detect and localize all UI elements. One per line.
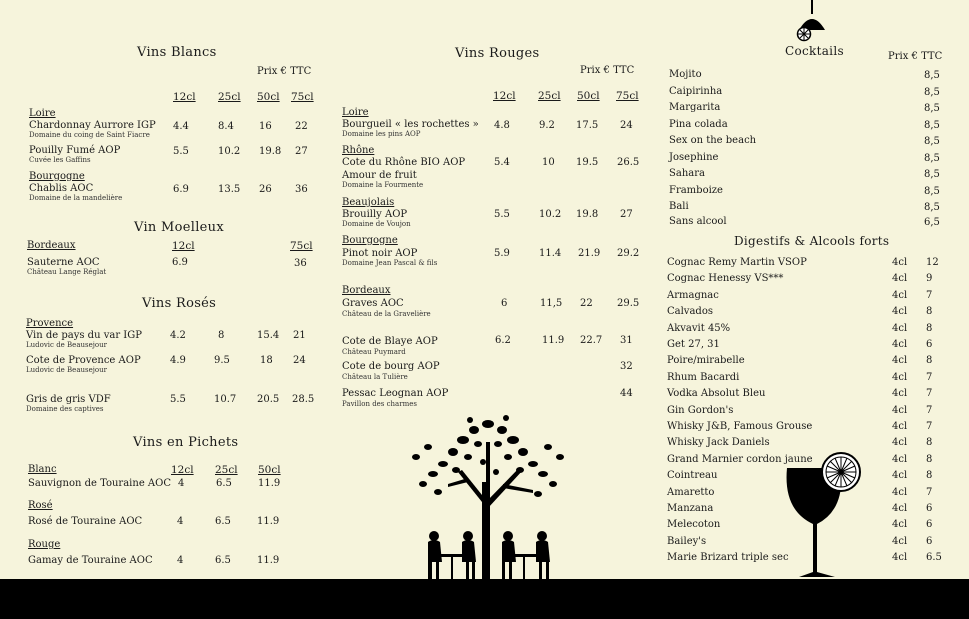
- price-12cl: 4: [178, 478, 185, 489]
- digestif-name: Grand Marnier cordon jaune: [667, 454, 813, 465]
- price-12cl: 6.2: [495, 335, 511, 346]
- wine-name: Cote de Blaye AOP: [342, 336, 438, 347]
- price-25cl: 6.5: [215, 555, 231, 566]
- wine-domaine: Ludovic de Beausejour: [26, 366, 107, 374]
- cocktail-name: Framboize: [669, 185, 723, 196]
- vins-rouges-title: Vins Rouges: [455, 46, 540, 61]
- price-50cl: 19.5: [576, 157, 599, 168]
- wine-domaine: Château la Tulière: [342, 373, 408, 381]
- digestif-name: Manzana: [667, 503, 714, 514]
- price-75cl: 44: [620, 388, 633, 399]
- wine-name: Chardonnay Aurrore IGP: [29, 120, 156, 131]
- price-75cl: 29.2: [617, 248, 640, 259]
- cocktail-price: 6,5: [924, 217, 940, 228]
- wine-name: Sauterne AOC: [27, 257, 100, 268]
- price-50cl: 11.9: [257, 516, 280, 527]
- section-bordeaux: Bordeaux: [27, 240, 76, 251]
- digestif-name: Calvados: [667, 306, 713, 317]
- digestif-name: Rhum Bacardi: [667, 372, 740, 383]
- vin-moelleux-title: Vin Moelleux: [134, 220, 224, 235]
- cocktail-price: 8,5: [924, 169, 940, 180]
- cocktails-title: Cocktails: [785, 44, 844, 58]
- col-25cl: 25cl: [215, 464, 238, 476]
- section-bordeaux: Bordeaux: [342, 285, 391, 296]
- digestif-price: 6: [926, 503, 933, 514]
- col-75cl: 75cl: [616, 90, 639, 102]
- wine-name: Cote de Provence AOP: [26, 355, 141, 366]
- digestif-qty: 4cl: [892, 421, 908, 432]
- section-loire: Loire: [29, 108, 56, 119]
- price-75cl: 36: [294, 258, 307, 269]
- vins-pichets-title: Vins en Pichets: [133, 435, 239, 450]
- section-rouge: Rouge: [28, 539, 61, 550]
- price-75cl: 24: [620, 120, 633, 131]
- price-25cl: 11,5: [540, 298, 563, 309]
- digestif-name: Marie Brizard triple sec: [667, 552, 789, 563]
- price-12cl: 4.2: [170, 330, 186, 341]
- digestif-qty: 4cl: [892, 405, 908, 416]
- digestif-price: 6.5: [926, 552, 942, 563]
- cocktail-name: Margarita: [669, 102, 721, 113]
- price-25cl: 11.9: [542, 335, 565, 346]
- price-75cl: 22: [295, 121, 308, 132]
- digestif-name: Vodka Absolut Bleu: [667, 388, 766, 399]
- price-12cl: 4.4: [173, 121, 189, 132]
- cocktail-price: 8,5: [924, 87, 940, 98]
- price-12cl: 6.9: [173, 184, 189, 195]
- price-75cl: 27: [620, 209, 633, 220]
- price-50cl: 11.9: [257, 555, 280, 566]
- cocktail-name: Caipirinha: [669, 86, 723, 97]
- digestif-name: Cognac Henessy VS***: [667, 273, 784, 284]
- digestif-qty: 4cl: [892, 355, 908, 366]
- wine-domaine: Pavillon des charmes: [342, 400, 417, 408]
- price-50cl: 18: [260, 355, 273, 366]
- digestif-name: Akvavit 45%: [667, 323, 731, 334]
- vins-rouges-prix: Prix € TTC: [580, 65, 635, 76]
- wine-name: Bourgueil « les rochettes »: [342, 119, 479, 130]
- digestif-price: 7: [926, 372, 933, 383]
- price-75cl: 24: [293, 355, 306, 366]
- cocktail-price: 8,5: [924, 120, 940, 131]
- price-12cl: 4.8: [494, 120, 510, 131]
- price-50cl: 16: [259, 121, 272, 132]
- col-12cl: 12cl: [493, 90, 516, 102]
- wine-name: Graves AOC: [342, 298, 404, 309]
- price-12cl: 5.5: [494, 209, 510, 220]
- digestif-price: 9: [926, 273, 933, 284]
- cocktail-name: Bali: [669, 201, 689, 212]
- price-50cl: 17.5: [576, 120, 599, 131]
- digestif-name: Whisky Jack Daniels: [667, 437, 770, 448]
- price-25cl: 11.4: [539, 248, 562, 259]
- digestif-qty: 4cl: [892, 339, 908, 350]
- wine-domaine: Château Puymard: [342, 348, 406, 356]
- digestif-qty: 4cl: [892, 388, 908, 399]
- price-75cl: 26.5: [617, 157, 640, 168]
- digestif-price: 8: [926, 306, 933, 317]
- digestif-qty: 4cl: [892, 290, 908, 301]
- col-12cl: 12cl: [171, 464, 194, 476]
- price-25cl: 10.2: [218, 146, 241, 157]
- price-25cl: 9.5: [214, 355, 230, 366]
- price-25cl: 10: [542, 157, 555, 168]
- vins-blancs-prix: Prix € TTC: [257, 66, 312, 77]
- digestif-name: Poire/mirabelle: [667, 355, 745, 366]
- cocktails-prix: Prix € TTC: [888, 51, 943, 62]
- digestif-qty: 4cl: [892, 454, 908, 465]
- wine-name: Pessac Leognan AOP: [342, 388, 449, 399]
- col-12cl: 12cl: [172, 240, 195, 252]
- col-50cl: 50cl: [258, 464, 281, 476]
- wine-name: Rosé de Touraine AOC: [28, 516, 143, 527]
- digestif-price: 7: [926, 290, 933, 301]
- price-50cl: 11.9: [258, 478, 281, 489]
- price-25cl: 10.2: [539, 209, 562, 220]
- price-50cl: 19.8: [576, 209, 599, 220]
- price-25cl: 6.5: [215, 516, 231, 527]
- cocktail-name: Sahara: [669, 168, 705, 179]
- digestif-price: 8: [926, 454, 933, 465]
- price-75cl: 28.5: [292, 394, 315, 405]
- wine-domaine: Domaine la Fourmente: [342, 181, 424, 189]
- cocktail-price: 8,5: [924, 186, 940, 197]
- digestif-qty: 4cl: [892, 437, 908, 448]
- cocktail-name: Mojito: [669, 69, 702, 80]
- digestif-name: Cointreau: [667, 470, 718, 481]
- wine-name: Cote du Rhône BIO AOP: [342, 157, 466, 168]
- wine-domaine: Domaine du coing de Saint Fiacre: [29, 131, 150, 139]
- digestif-qty: 4cl: [892, 470, 908, 481]
- digestif-price: 12: [926, 257, 939, 268]
- price-12cl: 6: [501, 298, 508, 309]
- digestif-price: 6: [926, 519, 933, 530]
- wine-domaine: Domaine de Voujon: [342, 220, 411, 228]
- digestif-qty: 4cl: [892, 519, 908, 530]
- price-75cl: 32: [620, 361, 633, 372]
- digestif-price: 7: [926, 421, 933, 432]
- price-75cl: 36: [295, 184, 308, 195]
- digestif-name: Armagnac: [667, 290, 719, 301]
- section-rose: Rosé: [28, 500, 53, 511]
- section-loire: Loire: [342, 107, 369, 118]
- wine-domaine: Ludovic de Beausejour: [26, 341, 107, 349]
- digestif-name: Amaretto: [667, 487, 715, 498]
- wine-name: Gris de gris VDF: [26, 394, 111, 405]
- wine-name: Vin de pays du var IGP: [26, 330, 142, 341]
- price-25cl: 8: [218, 330, 225, 341]
- cocktail-price: 8,5: [924, 136, 940, 147]
- price-12cl: 6.9: [172, 257, 188, 268]
- cocktail-price: 8,5: [924, 153, 940, 164]
- price-75cl: 31: [620, 335, 633, 346]
- vins-blancs-col-25cl: 25cl: [218, 91, 241, 103]
- price-50cl: 22: [580, 298, 593, 309]
- section-provence: Provence: [26, 318, 74, 329]
- digestif-name: Melecoton: [667, 519, 721, 530]
- col-75cl: 75cl: [290, 240, 313, 252]
- cocktail-price: 8,5: [924, 70, 940, 81]
- digestif-qty: 4cl: [892, 273, 908, 284]
- section-rhone: Rhône: [342, 145, 375, 156]
- cocktail-price: 8,5: [924, 202, 940, 213]
- price-25cl: 9.2: [539, 120, 555, 131]
- section-beaujolais: Beaujolais: [342, 197, 395, 208]
- wine-name: Pouilly Fumé AOP: [29, 145, 121, 156]
- price-25cl: 6.5: [216, 478, 232, 489]
- vins-blancs-col-50cl: 50cl: [257, 91, 280, 103]
- price-12cl: 5.5: [170, 394, 186, 405]
- digestif-name: Whisky J&B, Famous Grouse: [667, 421, 813, 432]
- wine-domaine: Domaine de la mandelière: [29, 194, 123, 202]
- cocktail-name: Sans alcool: [669, 216, 727, 227]
- vins-blancs-col-12cl: 12cl: [173, 91, 196, 103]
- section-bourgogne: Bourgogne: [342, 235, 398, 246]
- digestif-price: 6: [926, 339, 933, 350]
- vins-roses-title: Vins Rosés: [142, 296, 217, 311]
- digestif-name: Bailey's: [667, 536, 707, 547]
- wine-name: Sauvignon de Touraine AOC: [28, 478, 171, 489]
- digestif-price: 8: [926, 437, 933, 448]
- price-25cl: 10.7: [214, 394, 237, 405]
- tree-cafe-silhouette-icon: [408, 412, 573, 579]
- price-75cl: 29.5: [617, 298, 640, 309]
- price-12cl: 5.4: [494, 157, 510, 168]
- price-75cl: 27: [295, 146, 308, 157]
- digestif-name: Get 27, 31: [667, 339, 720, 350]
- digestif-price: 8: [926, 355, 933, 366]
- wine-domaine: Domaine des captives: [26, 405, 104, 413]
- wine-domaine: Château de la Gravelière: [342, 310, 431, 318]
- digestif-qty: 4cl: [892, 552, 908, 563]
- digestif-price: 6: [926, 536, 933, 547]
- price-75cl: 21: [293, 330, 306, 341]
- wine-glass-icon: [783, 450, 865, 579]
- digestif-qty: 4cl: [892, 503, 908, 514]
- vins-blancs-col-75cl: 75cl: [291, 91, 314, 103]
- col-25cl: 25cl: [538, 90, 561, 102]
- digestif-qty: 4cl: [892, 372, 908, 383]
- section-blanc: Blanc: [28, 464, 57, 475]
- price-12cl: 4.9: [170, 355, 186, 366]
- digestif-price: 7: [926, 405, 933, 416]
- cocktail-price: 8,5: [924, 103, 940, 114]
- wine-domaine: Domaine Jean Pascal & fils: [342, 259, 438, 267]
- cocktail-name: Sex on the beach: [669, 135, 757, 146]
- digestif-qty: 4cl: [892, 323, 908, 334]
- price-25cl: 8.4: [218, 121, 234, 132]
- section-bourgogne: Bourgogne: [29, 171, 85, 182]
- digestif-price: 7: [926, 388, 933, 399]
- hanging-lamp-icon: [790, 0, 830, 45]
- price-25cl: 13.5: [218, 184, 241, 195]
- bottom-bar: [0, 579, 969, 619]
- col-50cl: 50cl: [577, 90, 600, 102]
- digestif-price: 8: [926, 323, 933, 334]
- digestif-price: 7: [926, 487, 933, 498]
- vins-blancs-title: Vins Blancs: [137, 45, 217, 60]
- price-50cl: 26: [259, 184, 272, 195]
- wine-domaine: Domaine les pins AOP: [342, 130, 421, 138]
- digestif-qty: 4cl: [892, 306, 908, 317]
- price-12cl: 4: [177, 555, 184, 566]
- wine-name: Gamay de Touraine AOC: [28, 555, 153, 566]
- wine-name: Chablis AOC: [29, 183, 94, 194]
- cocktail-name: Pina colada: [669, 119, 728, 130]
- digestif-name: Gin Gordon's: [667, 405, 734, 416]
- digestif-qty: 4cl: [892, 257, 908, 268]
- wine-name: Brouilly AOP: [342, 209, 408, 220]
- wine-domaine: Château Lange Réglat: [27, 268, 107, 276]
- price-12cl: 4: [177, 516, 184, 527]
- digestif-qty: 4cl: [892, 487, 908, 498]
- wine-name-2: Amour de fruit: [342, 170, 417, 181]
- digestifs-title: Digestifs & Alcools forts: [734, 234, 890, 248]
- digestif-price: 8: [926, 470, 933, 481]
- price-50cl: 21.9: [578, 248, 601, 259]
- price-50cl: 22.7: [580, 335, 603, 346]
- price-50cl: 20.5: [257, 394, 280, 405]
- price-12cl: 5.5: [173, 146, 189, 157]
- price-12cl: 5.9: [494, 248, 510, 259]
- digestif-name: Cognac Remy Martin VSOP: [667, 257, 807, 268]
- price-50cl: 15.4: [257, 330, 280, 341]
- wine-name: Cote de bourg AOP: [342, 361, 440, 372]
- digestif-qty: 4cl: [892, 536, 908, 547]
- wine-name: Pinot noir AOP: [342, 248, 418, 259]
- wine-domaine: Cuvée les Gaffins: [29, 156, 91, 164]
- price-50cl: 19.8: [259, 146, 282, 157]
- cocktail-name: Josephine: [669, 152, 719, 163]
